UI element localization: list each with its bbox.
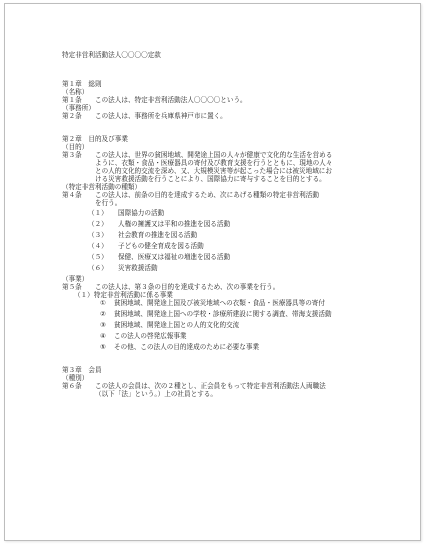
text-line: （以下「法」という。）上の社員とする。 <box>95 390 217 398</box>
text-line: との人的文化的交流を深め、又、大規模災害等が起こった場合には被災地域にお <box>95 167 332 175</box>
article-text: この法人は、特定非営利活動法人〇〇〇〇という。 <box>95 96 247 104</box>
sub-item: （１）特定非営利活動に係る事業 <box>74 291 173 299</box>
item-text: 社会教育の推進を図る活動 <box>118 231 198 239</box>
item-number: ⑤ <box>100 343 106 351</box>
document-title: 特定非営利活動法人〇〇〇〇定款 <box>62 51 161 59</box>
article-4 <box>62 191 392 207</box>
list-item <box>62 299 392 307</box>
text-line: ける災害救援活動を行うことにより、国際協力に寄与することを目的とする。 <box>95 175 326 183</box>
list-item <box>62 220 392 228</box>
article-text: この法人は、第３条の目的を達成するため、次の事業を行う。 <box>95 283 280 291</box>
document-page <box>4 3 421 541</box>
text-line: この法人は、世界の貧困地域、開発途上国の人々が健康で文化的な生活を営める <box>95 151 333 159</box>
item-number: ④ <box>100 332 106 340</box>
list-item <box>62 231 392 239</box>
text-line: を行う。 <box>95 199 122 207</box>
list-item <box>62 209 392 217</box>
item-number: （６） <box>88 264 108 272</box>
article-3 <box>62 151 392 183</box>
article-6 <box>62 382 392 398</box>
caption-purpose: （目的） <box>62 143 89 151</box>
item-number: （２） <box>88 220 108 228</box>
article-number: 第１条 <box>62 96 82 104</box>
article-1 <box>62 96 392 104</box>
text-line: この法人は、前条の目的を達成するため、次にあげる種類の特定非営利活動 <box>95 191 319 199</box>
list-item <box>62 310 392 318</box>
article-text: この法人は、事務所を兵庫県神戸市に置く。 <box>95 112 227 120</box>
caption-name: （名称） <box>62 88 89 96</box>
list-item <box>62 242 392 250</box>
chapter-3-heading: 第３章 会員 <box>62 366 102 374</box>
item-text: 人権の擁護又は平和の推進を図る活動 <box>118 220 231 228</box>
caption-type: （種別） <box>62 374 89 382</box>
caption-activity-types: （特定非営利活動の種類） <box>62 183 142 191</box>
item-text: 災害救援活動 <box>118 264 158 272</box>
article-number: 第４条 <box>62 191 82 199</box>
list-item <box>62 343 392 351</box>
item-text: この法人の啓発広報事業 <box>114 332 187 340</box>
item-number: ② <box>100 310 106 318</box>
item-number: （１） <box>88 209 108 217</box>
item-number: （５） <box>88 253 108 261</box>
text-line: ように、衣類・食品・医療器具の寄付及び教育支援を行うとともに、現地の人々 <box>95 159 333 167</box>
caption-office: （事務所） <box>62 104 95 112</box>
chapter-1-heading: 第１章 総則 <box>62 80 102 88</box>
text-line: この法人の会員は、次の２種とし、正会員をもって特定非営利活動法人両職法 <box>95 382 326 390</box>
item-text: 貧困地域、開発途上国への学校・診療所建設に関する調査、帯海支援活動 <box>114 310 332 318</box>
item-number: （３） <box>88 231 108 239</box>
item-number: （４） <box>88 242 108 250</box>
article-text <box>95 382 392 398</box>
article-5 <box>62 283 392 291</box>
list-item <box>62 321 392 329</box>
article-text <box>95 151 392 183</box>
item-text: 貧困地域、開発途上国及び被災地域への衣類・食品・医療器具等の寄付 <box>114 299 325 307</box>
item-text: 貧困地域、開発途上国との人的文化的交流 <box>114 321 240 329</box>
article-number: 第３条 <box>62 151 82 159</box>
item-number: ③ <box>100 321 106 329</box>
item-text: 子どもの健全育成を図る活動 <box>118 242 204 250</box>
list-item <box>62 253 392 261</box>
list-item <box>62 332 392 340</box>
item-text: その他、この法人の目的達成のために必要な事業 <box>114 343 260 351</box>
article-2 <box>62 112 392 120</box>
caption-business: （事業） <box>62 275 89 283</box>
item-text: 保健、医療又は福祉の増進を図る活動 <box>118 253 231 261</box>
article-number: 第２条 <box>62 112 82 120</box>
item-text: 国際協力の活動 <box>118 209 165 217</box>
list-item <box>62 264 392 272</box>
article-number: 第６条 <box>62 382 82 390</box>
article-text <box>95 191 392 207</box>
article-number: 第５条 <box>62 283 82 291</box>
item-number: ① <box>100 299 106 307</box>
document-body <box>62 51 392 398</box>
chapter-2-heading: 第２章 目的及び事業 <box>62 135 128 143</box>
